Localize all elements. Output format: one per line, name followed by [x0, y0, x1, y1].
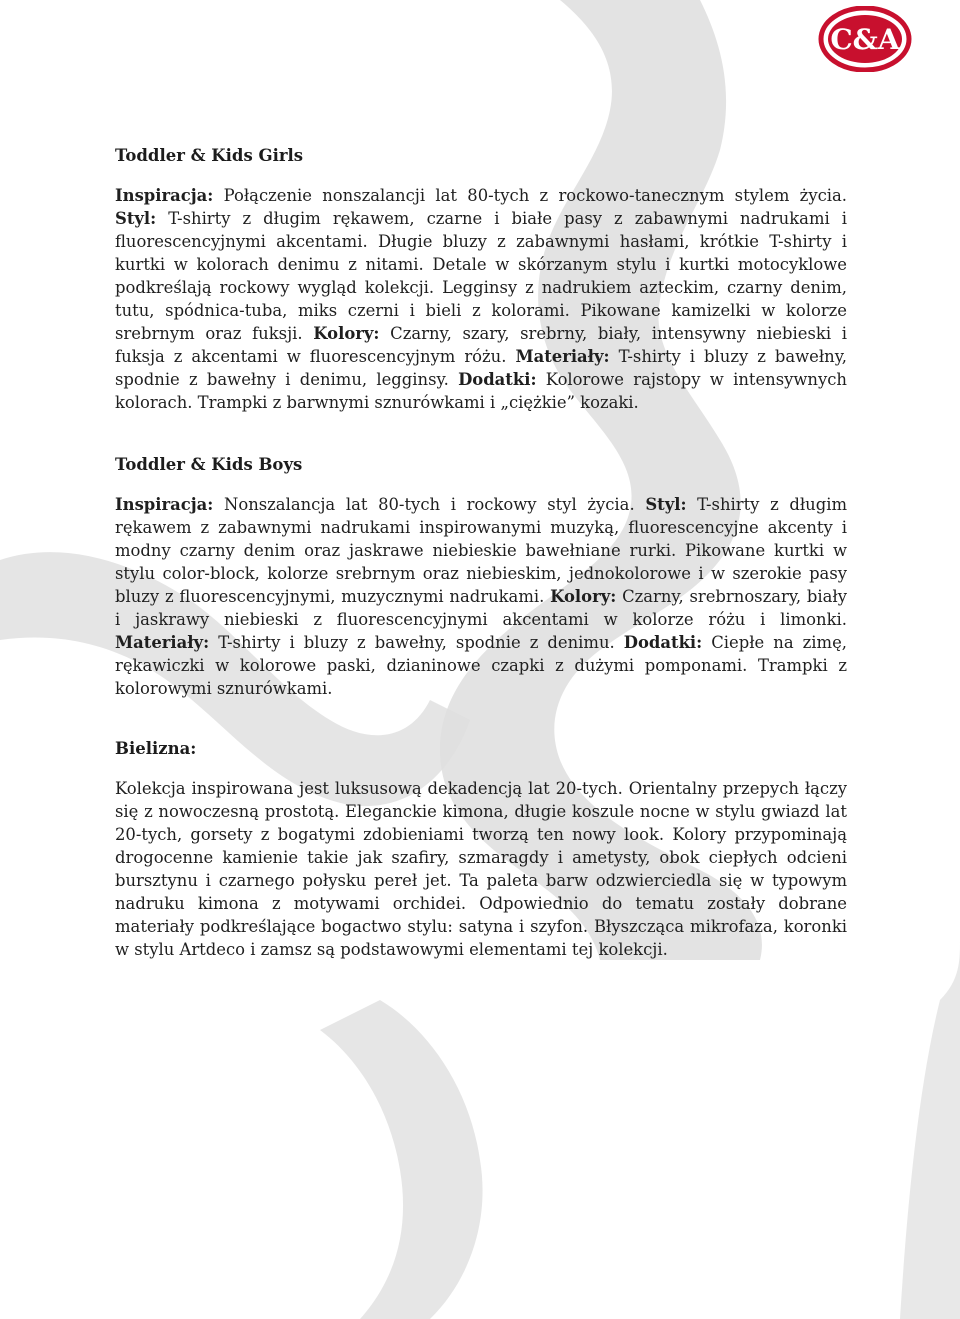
text-inspiracja: Nonszalancja lat 80-tych i rockowy styl życia.: [213, 495, 646, 514]
text-kolory: Czarny, szary, srebrny, biały, intensywny niebieski i fuksja z akcentami w fluorescencyjnym różu.: [115, 324, 847, 366]
text-styl: T-shirty z długim rękawem, czarne i białe pasy z zabawnymi nadrukami i fluorescencyjnymi akcentami. Długie bluzy z zabawnymi hasłami, krótkie T-shirty i kurtki w kolorach denimu z nitami. Detale w skórzanym stylu i kurtki motocyklowe podkreślają rockowy wygląd kolekcji. Legginsy z nadrukiem azteckim, czarny denim, tutu, spódnica-tuba, miks czerni i bieli z kolorami. Pikowane kamizelki w kolorze srebrnym oraz fuksji.: [115, 209, 847, 343]
label-dodatki: Dodatki:: [458, 370, 537, 389]
label-dodatki: Dodatki:: [623, 633, 703, 652]
text-materialy: T-shirty i bluzy z bawełny, spodnie z denimu.: [209, 633, 624, 652]
section-toddler-kids-boys: [115, 453, 847, 700]
label-styl: Styl:: [645, 495, 687, 514]
label-styl: Styl:: [115, 209, 157, 228]
label-kolory: Kolory:: [550, 587, 617, 606]
section-paragraph: Kolekcja inspirowana jest luksusową dekadencją lat 20-tych. Orientalny przepych łączy się z nowoczesną prostotą. Eleganckie kimona, długie koszule nocne w stylu gwiazd lat 20-tych, gorsety z bogatymi zdobieniami tworzą ten nowy look. Kolory przypominają drogocenne kamienie takie jak szafiry, szmaragdy i ametysty, obok ciepłych odcieni bursztynu i czarnego połysku pereł jet. Ta paleta barw odzwierciedla się w typowym nadruku kimona z motywami orchidei. Odpowiednio do tematu zostały dobrane materiały podkreślające bogactwo stylu: satyna i szyfon. Błyszcząca mikrofaza, koronki w stylu Artdeco i zamsz są podstawowymi elementami tej kolekcji.: [115, 779, 847, 959]
ca-logo-text: C&A: [830, 23, 900, 56]
label-inspiracja: Inspiracja:: [115, 495, 214, 514]
ca-logo: [818, 6, 912, 72]
label-inspiracja: Inspiracja:: [115, 186, 214, 205]
label-kolory: Kolory:: [313, 324, 380, 343]
text-materialy: T-shirty i bluzy z bawełny, spodnie z bawełny i denimu, legginsy.: [115, 347, 847, 389]
section-paragraph: [115, 493, 847, 700]
section-paragraph: [115, 184, 847, 414]
text-inspiracja: Połączenie nonszalancji lat 80-tych z rockowo-tanecznym stylem życia.: [213, 186, 847, 205]
section-title: Toddler & Kids Girls: [115, 146, 304, 165]
section-title: Toddler & Kids Boys: [115, 455, 303, 474]
label-materialy: Materiały:: [515, 347, 610, 366]
text-styl: T-shirty z długim rękawem z zabawnymi nadrukami inspirowanymi muzyką, fluorescencyjne akcenty i modny czarny denim oraz jaskrawe niebieskie bawełniane rurki. Pikowane kurtki w stylu color-block, kolorze srebrnym oraz niebieskim, jednokolorowe i w szerokie pasy bluzy z fluorescencyjnymi, muzycznymi nadrukami.: [115, 495, 847, 606]
text-dodatki: Kolorowe rajstopy w intensywnych kolorach. Trampki z barwnymi sznurówkami i „ciężkie” kozaki.: [115, 370, 847, 412]
section-title: Bielizna:: [115, 739, 197, 758]
section-bielizna: [115, 737, 847, 961]
label-materialy: Materiały:: [115, 633, 210, 652]
section-toddler-kids-girls: [115, 144, 847, 414]
text-kolory: Czarny, srebrnoszary, biały i jaskrawy niebieski z fluorescencyjnymi akcentami w kolorze różu i limonki.: [115, 587, 847, 629]
text-dodatki: Ciepłe na zimę, rękawiczki w kolorowe paski, dzianinowe czapki z dużymi pomponami. Trampki z kolorowymi sznurówkami.: [115, 633, 848, 698]
